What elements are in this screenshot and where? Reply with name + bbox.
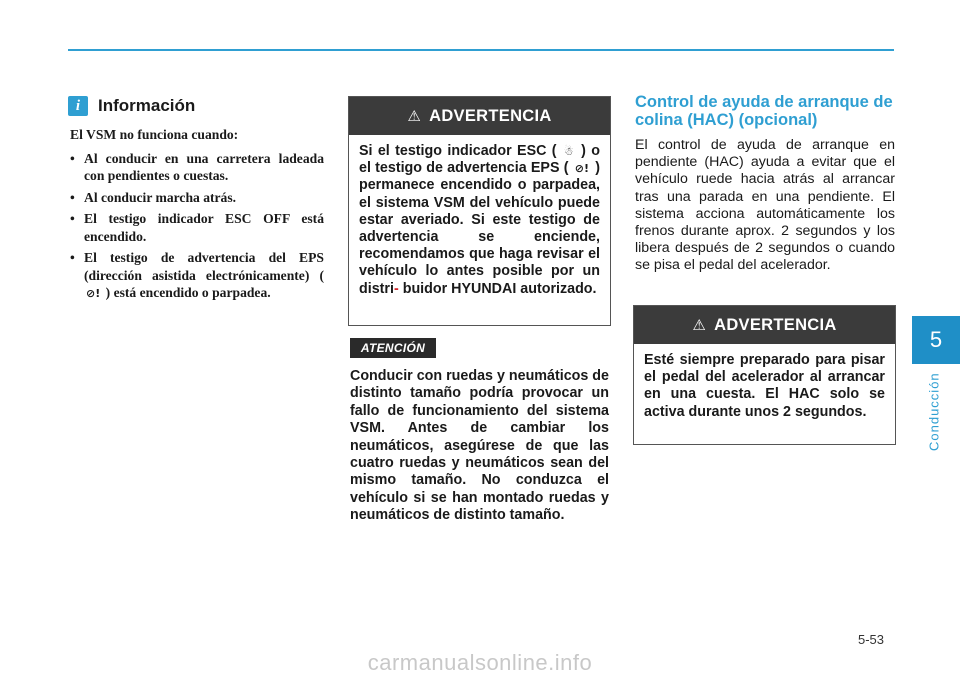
top-rule <box>68 49 894 51</box>
list-item-text: El testigo de advertencia del EPS (dirección asistida electrónicamente) ( <box>84 250 324 283</box>
info-header <box>68 96 195 116</box>
warning-box-hac <box>633 305 896 445</box>
warning-title: ADVERTENCIA <box>429 106 552 125</box>
chapter-name: Conducción <box>926 372 942 452</box>
info-icon: i <box>68 96 88 116</box>
hyphen-mark: - <box>393 280 399 297</box>
warning-text-part: ) permanece encendido o parpadea, el sistema VSM del vehículo puede estar averiado. Si este testigo de advertencia se enciende, recomendamos que haga revisar el vehículo lo antes posible por un distri <box>359 160 600 297</box>
warning-text-part: ) o el testigo de advertencia EPS ( <box>359 143 601 177</box>
warning-text-part: Si el testigo indicador ESC ( <box>359 143 557 159</box>
list-item: • Al conducir en una carretera ladeada con pendientes o cuestas. <box>70 150 324 185</box>
eps-warning-icon: ⊘! <box>574 162 589 176</box>
page-number: 5-53 <box>858 632 885 647</box>
esc-indicator-icon: ☃ <box>563 145 574 158</box>
warning-title: ADVERTENCIA <box>714 315 837 334</box>
attention-text: Conducir con ruedas y neumáticos de distinto tamaño podría provocar un fallo de funcionamiento del sistema VSM. Antes de cambiar los neumáticos, asegúrese de que las cuatro ruedas y neumáticos sean del mismo tamaño. No conduzca el vehículo si se han montado ruedas y neumáticos de distinto tamaño. <box>350 368 609 524</box>
info-title: Información <box>98 96 196 115</box>
chapter-tab[interactable] <box>912 316 960 364</box>
list-item <box>70 249 324 303</box>
list-item: • El testigo indicador ESC OFF está encendido. <box>70 210 324 245</box>
info-body <box>70 126 324 307</box>
list-item: • Al conducir marcha atrás. <box>70 189 324 207</box>
info-intro: El VSM no funciona cuando: <box>70 127 239 142</box>
warning-header <box>634 306 895 344</box>
warning-triangle-icon: ⚠ <box>407 107 422 125</box>
eps-warning-icon: ⊘! <box>86 287 101 300</box>
list-item-text: ) está encendido o parpadea. <box>105 285 271 300</box>
attention-badge: ATENCIÓN <box>350 338 436 358</box>
warning-box-vsm <box>348 96 611 326</box>
watermark: carmanualsonline.info <box>367 650 593 675</box>
warning-text-part: buidor HYUNDAI autorizado. <box>402 280 597 297</box>
warning-text <box>349 135 610 310</box>
info-list <box>70 150 324 303</box>
warning-text: Esté siempre preparado para pisar el pedal del acelerador al arrancar en una cuesta. El HAC solo se activa durante unos 2 segundos. <box>644 352 885 420</box>
chapter-number: 5 <box>929 327 943 352</box>
warning-header <box>349 97 610 135</box>
warning-triangle-icon: ⚠ <box>692 316 707 334</box>
hac-body: El control de ayuda de arranque en pendiente (HAC) ayuda a evitar que el vehículo ruede hacia atrás al arrancar tras una parada en una pendiente. El sistema acciona automáticamente los frenos durante aprox. 2 segundos y los libera después de 2 segundos o cuando se pisa el pedal del acelerador. <box>635 137 895 274</box>
hac-title: Control de ayuda de arranque de colina (HAC) (opcional) <box>635 93 893 129</box>
